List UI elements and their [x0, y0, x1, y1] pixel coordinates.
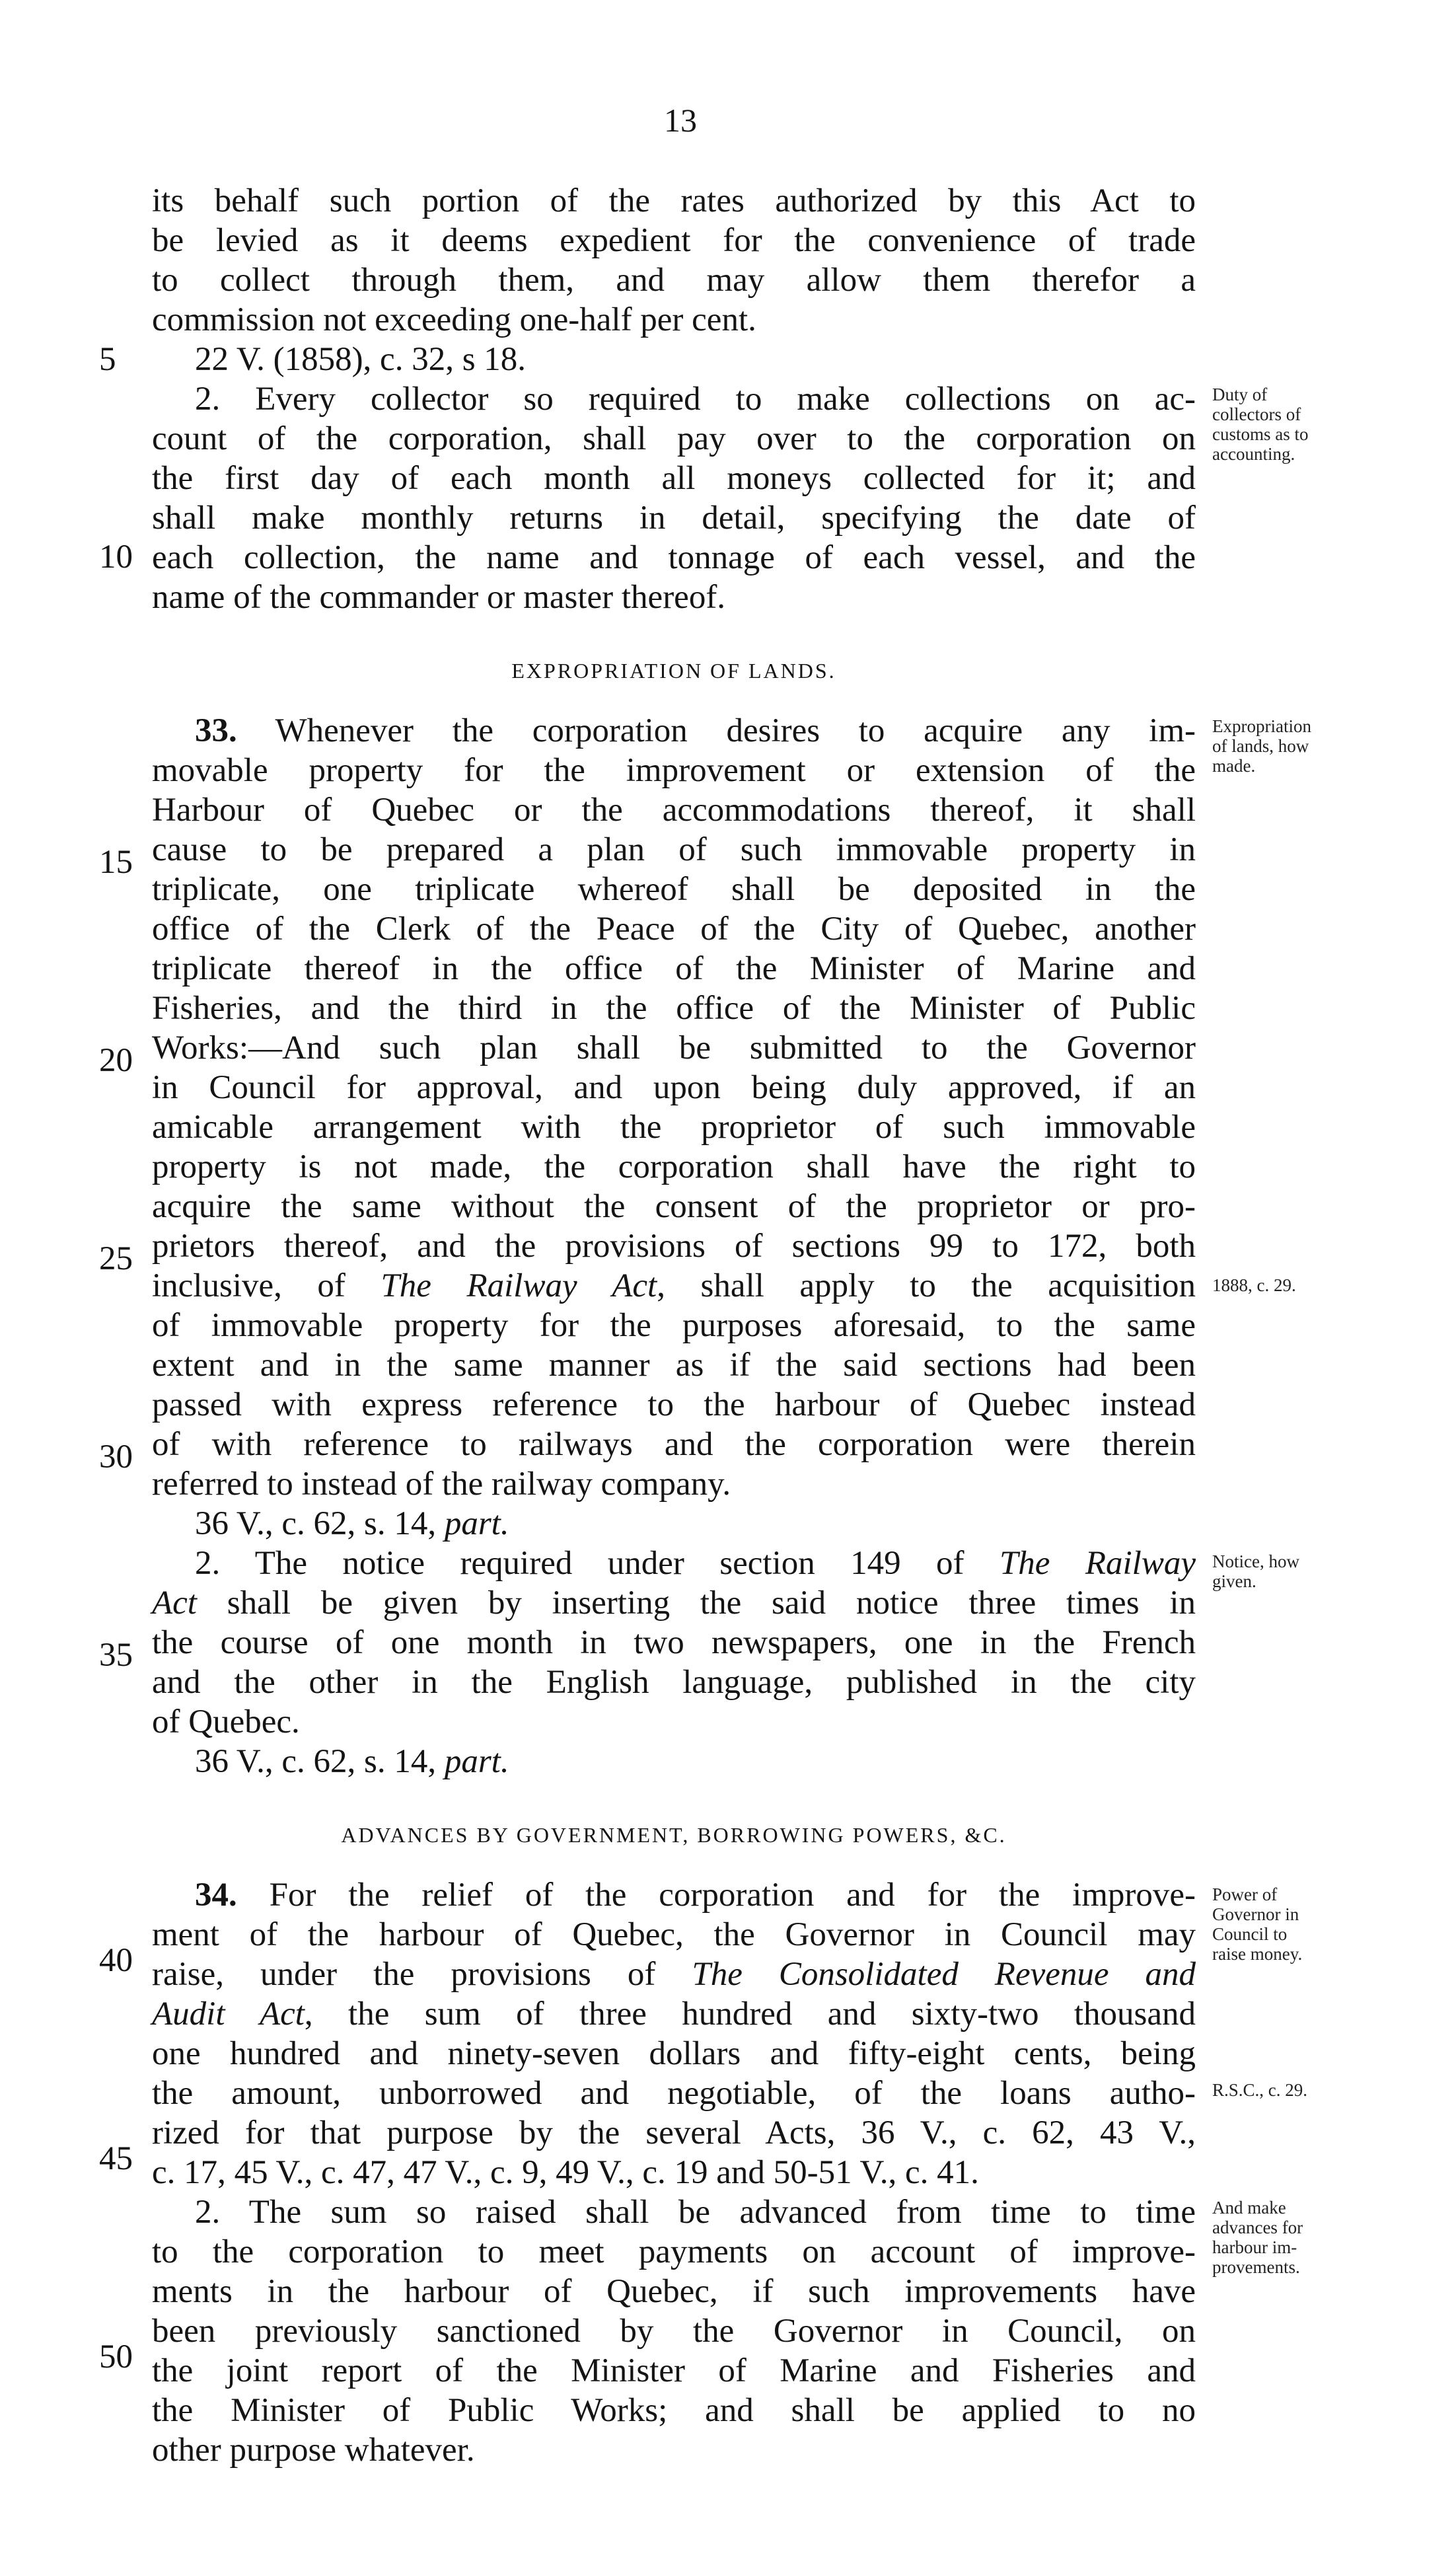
text-line: referred to instead of the railway company. — [152, 1466, 731, 1503]
text-line: of immovable property for the purposes aforesaid, to the same — [152, 1307, 1196, 1344]
text-line: be levied as it deems expedient for the convenience of trade — [152, 222, 1196, 259]
text-line: c. 17, 45 V., c. 47, 47 V., c. 9, 49 V., c. 19 and 50-51 V., c. 41. — [152, 2154, 979, 2191]
act-title: The Railway Act — [381, 1267, 657, 1304]
margin-note-line: Governor in — [1212, 1904, 1299, 1924]
text-span: , shall apply to the acquisition — [657, 1267, 1196, 1304]
text-line: each collection, the name and tonnage of each vessel, and the — [152, 539, 1196, 576]
margin-note-line: Duty of — [1212, 385, 1268, 404]
margin-note-line: collectors of — [1212, 404, 1301, 424]
text-line: of with reference to railways and the corporation were therein — [152, 1426, 1196, 1463]
text-line: acquire the same without the consent of the proprietor or pro- — [152, 1188, 1196, 1225]
text-line: to collect through them, and may allow them therefor a — [152, 262, 1196, 299]
text-line: office of the Clerk of the Peace of the City of Quebec, another — [152, 911, 1196, 948]
margin-note — [1212, 716, 1410, 776]
act-title: The Consolidated Revenue and — [692, 1956, 1196, 1993]
text-line: extent and in the same manner as if the said sections had been — [152, 1347, 1196, 1384]
text-line: ments in the harbour of Quebec, if such improvements have — [152, 2273, 1196, 2310]
text-line: the course of one month in two newspapers, one in the French — [152, 1624, 1196, 1661]
margin-note-line: Expropriation — [1212, 716, 1311, 736]
margin-note-line: advances for — [1212, 2218, 1303, 2237]
text-line: its behalf such portion of the rates authorized by this Act to — [152, 182, 1196, 219]
margin-note-line: And make — [1212, 2198, 1286, 2218]
text-line: the first day of each month all moneys collected for it; and — [152, 460, 1196, 497]
text-line: movable property for the improvement or extension of the — [152, 752, 1196, 789]
citation-line: 22 V. (1858), c. 32, s 18. — [195, 341, 527, 378]
text-span: Whenever the corporation desires to acquire any im- — [275, 712, 1196, 749]
section-heading: EXPROPRIATION OF LANDS. — [511, 659, 836, 683]
text-line: property is not made, the corporation shall have the right to — [152, 1148, 1196, 1185]
line-number: 45 — [99, 2140, 133, 2177]
margin-note — [1212, 385, 1410, 464]
text-line: 2. Every collector so required to make collections on ac- — [195, 381, 1196, 418]
text-line — [152, 1955, 1196, 1994]
margin-note-line: Council to — [1212, 1924, 1288, 1944]
text-line: to the corporation to meet payments on account of improve- — [152, 2233, 1196, 2270]
line-number: 30 — [99, 1438, 133, 1475]
text-span: 36 V., c. 62, s. 14, — [195, 1505, 445, 1542]
line-number: 40 — [99, 1942, 133, 1979]
line-number: 20 — [99, 1042, 133, 1079]
text-line: amicable arrangement with the proprietor of such immovable — [152, 1109, 1196, 1146]
text-line — [152, 1266, 1196, 1306]
act-title: Act — [152, 1585, 197, 1622]
margin-note-line: of lands, how — [1212, 736, 1309, 756]
margin-note — [1212, 2198, 1410, 2277]
text-line: commission not exceeding one-half per cent. — [152, 301, 756, 338]
text-span: , the sum of three hundred and sixty-two thousand — [304, 1995, 1196, 2032]
text-span: For the relief of the corporation and for the improve- — [269, 1877, 1196, 1914]
text-line: cause to be prepared a plan of such immovable property in — [152, 831, 1196, 868]
text-line — [195, 1544, 1196, 1583]
margin-note — [1212, 1884, 1410, 1964]
line-number: 10 — [99, 539, 133, 576]
text-line: the Minister of Public Works; and shall be applied to no — [152, 2392, 1196, 2429]
section-number: 34. — [195, 1877, 237, 1914]
citation-line — [195, 1504, 1196, 1544]
text-line: Works:—And such plan shall be submitted to the Governor — [152, 1029, 1196, 1066]
text-line: other purpose whatever. — [152, 2432, 475, 2469]
text-line: rized for that purpose by the several Acts, 36 V., c. 62, 43 V., — [152, 2114, 1196, 2151]
margin-note-line: harbour im- — [1212, 2237, 1297, 2257]
text-line: of Quebec. — [152, 1703, 300, 1740]
line-number: 25 — [99, 1240, 133, 1277]
text-line: one hundred and ninety-seven dollars and fifty-eight cents, being — [152, 2035, 1196, 2072]
margin-note — [1212, 1275, 1410, 1295]
section-heading: ADVANCES BY GOVERNMENT, BORROWING POWERS, &C. — [341, 1823, 1007, 1847]
text-span: 2. The notice required under section 149 of — [195, 1545, 1000, 1582]
text-span: 36 V., c. 62, s. 14, — [195, 1743, 445, 1780]
act-title: Audit Act — [152, 1995, 305, 2032]
margin-note — [1212, 1551, 1410, 1591]
text-line: in Council for approval, and upon being duly approved, if an — [152, 1069, 1196, 1106]
line-number: 35 — [99, 1637, 133, 1674]
page-number: 13 — [664, 102, 697, 139]
line-number: 5 — [99, 341, 116, 378]
citation-part: part. — [444, 1505, 509, 1542]
text-span: raise, under the provisions of — [152, 1956, 692, 1993]
act-title: The Railway — [999, 1545, 1196, 1582]
margin-note-line: provements. — [1212, 2257, 1300, 2277]
text-line: triplicate thereof in the office of the Minister of Marine and — [152, 950, 1196, 987]
text-line: count of the corporation, shall pay over to the corporation on — [152, 420, 1196, 457]
text-line: and the other in the English language, published in the city — [152, 1664, 1196, 1701]
text-line: been previously sanctioned by the Governor in Council, on — [152, 2313, 1196, 2350]
text-line: passed with express reference to the harbour of Quebec instead — [152, 1386, 1196, 1423]
section-number: 33. — [195, 712, 237, 749]
line-number: 15 — [99, 844, 133, 881]
text-span: inclusive, of — [152, 1267, 381, 1304]
margin-note-line: R.S.C., c. 29. — [1212, 2080, 1308, 2100]
citation-line — [195, 1742, 1196, 1781]
margin-note-line: customs as to — [1212, 424, 1309, 444]
margin-note-line: 1888, c. 29. — [1212, 1275, 1296, 1295]
text-line — [195, 1875, 1196, 1915]
margin-note-line: Power of — [1212, 1884, 1278, 1904]
line-number: 50 — [99, 2338, 133, 2375]
text-line: 2. The sum so raised shall be advanced from time to time — [195, 2194, 1196, 2231]
margin-note-line: raise money. — [1212, 1944, 1303, 1964]
text-line: prietors thereof, and the provisions of sections 99 to 172, both — [152, 1228, 1196, 1265]
margin-note-line: Notice, how — [1212, 1551, 1299, 1571]
margin-note-line: accounting. — [1212, 444, 1295, 464]
text-line: the joint report of the Minister of Marine and Fisheries and — [152, 2352, 1196, 2389]
text-line: name of the commander or master thereof. — [152, 579, 726, 616]
margin-note-line: made. — [1212, 756, 1256, 776]
text-line — [195, 711, 1196, 751]
margin-note-line: given. — [1212, 1571, 1256, 1591]
margin-note — [1212, 2080, 1410, 2100]
text-line — [152, 1994, 1196, 2034]
text-span: shall be given by inserting the said notice three times in — [196, 1585, 1196, 1622]
text-line: the amount, unborrowed and negotiable, of the loans autho- — [152, 2075, 1196, 2112]
text-line: ment of the harbour of Quebec, the Governor in Council may — [152, 1916, 1196, 1953]
text-line: shall make monthly returns in detail, specifying the date of — [152, 500, 1196, 537]
text-line: Harbour of Quebec or the accommodations thereof, it shall — [152, 792, 1196, 829]
text-line: Fisheries, and the third in the office of the Minister of Public — [152, 990, 1196, 1027]
text-line — [152, 1583, 1196, 1623]
citation-part: part. — [444, 1743, 509, 1780]
text-line: triplicate, one triplicate whereof shall be deposited in the — [152, 871, 1196, 908]
